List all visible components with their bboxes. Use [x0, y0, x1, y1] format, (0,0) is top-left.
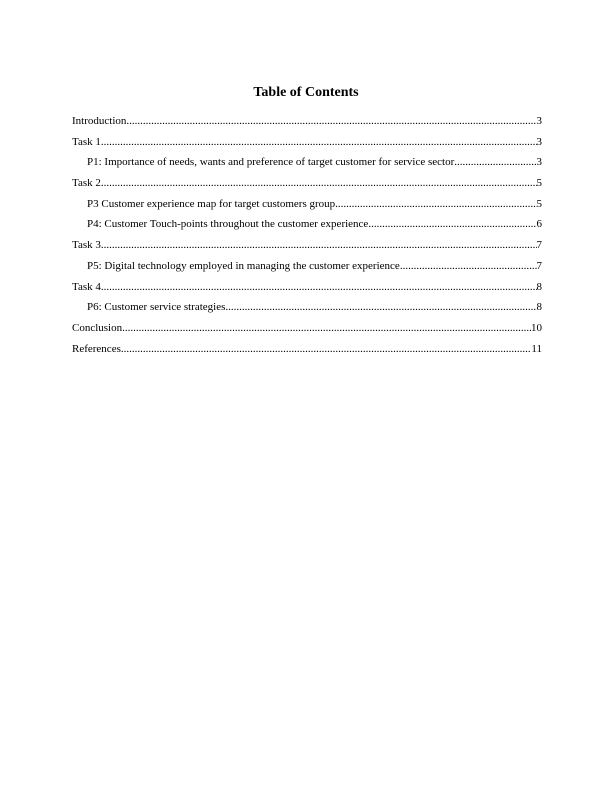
- toc-leader-dots: [400, 259, 537, 273]
- toc-leader-dots: [454, 155, 536, 169]
- toc-page-number: 5: [536, 197, 542, 210]
- toc-page-number: 3: [536, 115, 542, 127]
- toc-page-number: 3: [536, 156, 542, 169]
- toc-page-number: 5: [536, 177, 542, 190]
- toc-page-number: 10: [531, 321, 542, 334]
- toc-entry-task-1[interactable]: [72, 135, 542, 156]
- toc-entry-label: P3 Customer experience map for target customers group: [87, 197, 336, 210]
- toc-page-number: 3: [536, 135, 542, 148]
- toc-page-number: 8: [536, 301, 542, 314]
- toc-entry-task-2[interactable]: [72, 176, 542, 197]
- toc-entry-label: Task 4: [72, 280, 101, 293]
- toc-entry-p5[interactable]: [72, 259, 542, 280]
- toc-page-number: 8: [536, 280, 542, 293]
- toc-page-number: 11: [531, 342, 542, 355]
- toc-leader-dots: [126, 114, 536, 128]
- toc-title: Table of Contents: [253, 85, 359, 100]
- toc-entry-label: Conclusion: [72, 321, 123, 334]
- toc-entry-label: P5: Digital technology employed in managing the customer experience: [87, 259, 400, 272]
- toc-leader-dots: [101, 280, 537, 294]
- toc-entry-p3[interactable]: [72, 197, 542, 218]
- toc-entry-label: P4: Customer Touch-points throughout the customer experience: [87, 218, 369, 231]
- toc-page-number: 7: [536, 259, 542, 272]
- toc-page-number: 7: [536, 239, 542, 252]
- toc-page-number: 6: [536, 218, 542, 231]
- toc-entry-label: Task 3: [72, 239, 101, 252]
- toc-entry-p6[interactable]: [72, 300, 542, 321]
- toc-entry-label: Task 1: [72, 135, 101, 148]
- toc-leader-dots: [122, 321, 531, 335]
- toc-entry-conclusion[interactable]: [72, 321, 542, 342]
- toc-entry-label: Introduction: [72, 115, 127, 127]
- toc-leader-dots: [368, 217, 536, 231]
- toc-leader-dots: [101, 176, 537, 190]
- toc-leader-dots: [335, 197, 536, 211]
- toc-entry-task-3[interactable]: [72, 238, 542, 259]
- toc-entry-introduction[interactable]: [72, 114, 542, 135]
- toc-leader-dots: [225, 300, 536, 314]
- toc-entry-label: P6: Customer service strategies: [87, 301, 226, 314]
- toc-entry-label: P1: Importance of needs, wants and preference of target customer for service sector: [87, 156, 455, 169]
- toc-leader-dots: [121, 342, 532, 356]
- toc-entry-task-4[interactable]: [72, 280, 542, 301]
- toc-entry-label: Task 2: [72, 177, 101, 190]
- toc-entry-p4[interactable]: [72, 217, 542, 238]
- toc-entry-p1[interactable]: [72, 155, 542, 176]
- toc-leader-dots: [101, 135, 537, 149]
- toc-leader-dots: [101, 238, 537, 252]
- toc-entry-label: References: [72, 342, 121, 355]
- toc-list: [72, 114, 542, 362]
- toc-entry-references[interactable]: [72, 342, 542, 363]
